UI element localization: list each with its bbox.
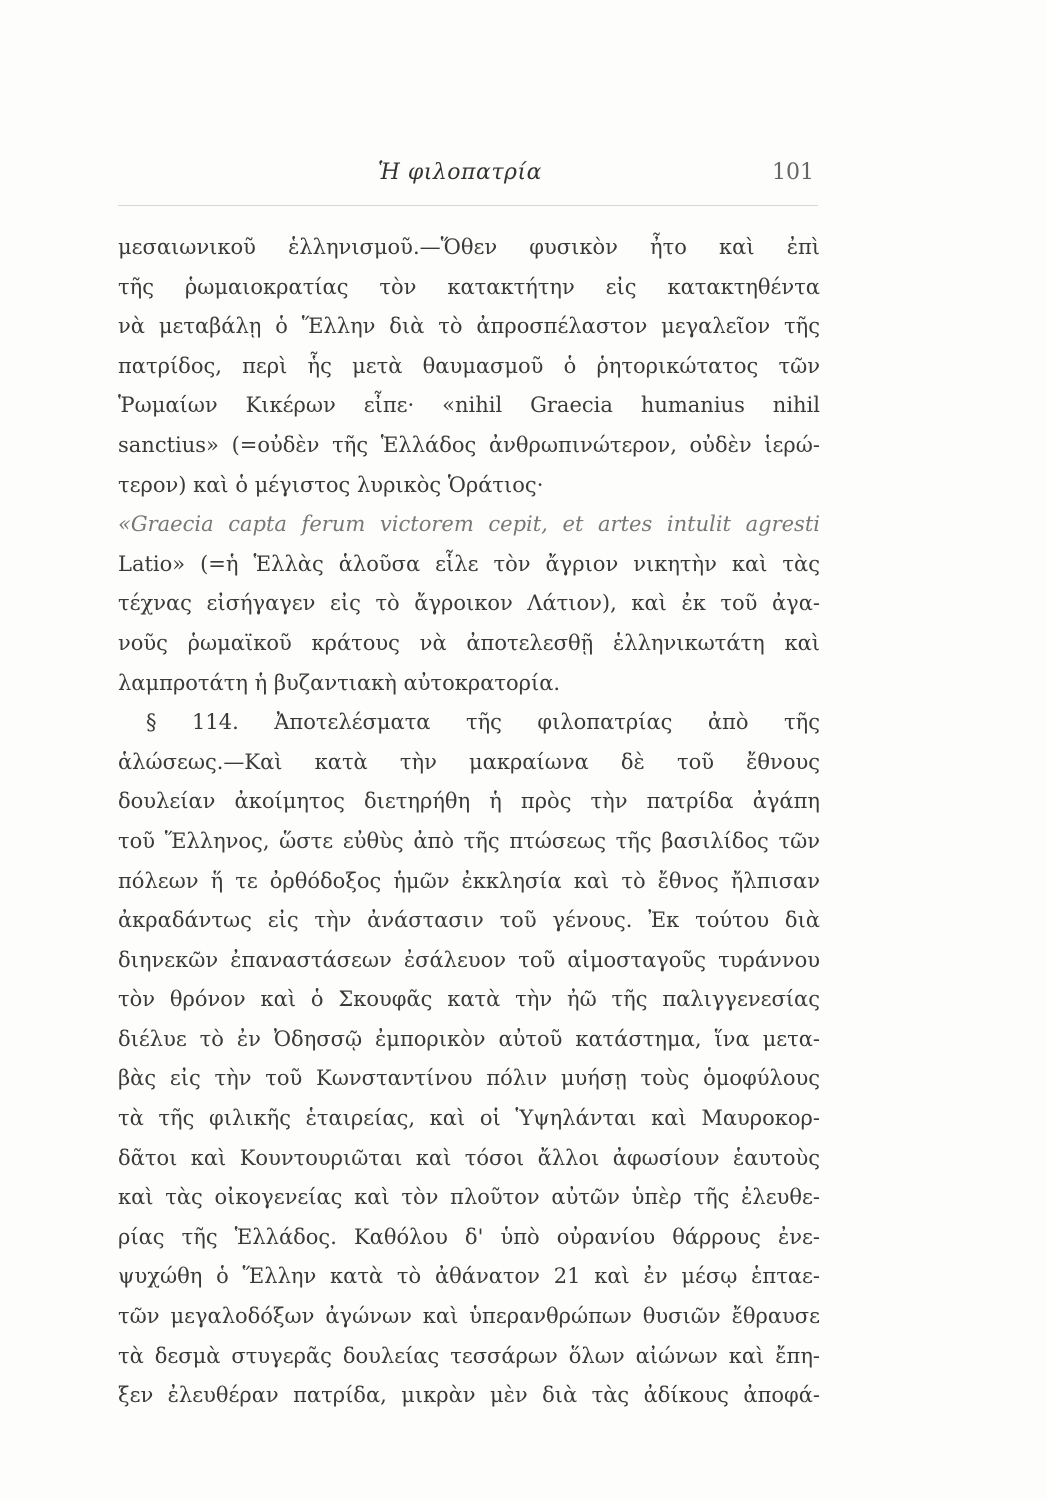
text-line: ἀκραδάντως εἰς τὴν ἀνάστασιν τοῦ γένους. Ἐκ τούτου διὰ: [118, 908, 820, 933]
text-line: ρίας τῆς Ἑλλάδος. Καθόλου δ' ὑπὸ οὐρανίου θάρρους ἐνε-: [118, 1224, 820, 1249]
text-line: Latio» (=ἡ Ἑλλὰς ἁλοῦσα εἷλε τὸν ἄγριον νικητὴν καὶ τὰς: [118, 551, 820, 576]
text-line: τὸν θρόνον καὶ ὁ Σκουφᾶς κατὰ τὴν ἠῶ τῆς παλιγγενεσίας: [118, 987, 820, 1012]
text-line: πατρίδος, περὶ ἧς μετὰ θαυμασμοῦ ὁ ῥητορικώτατος τῶν: [118, 353, 820, 378]
text-line: τὰ τῆς φιλικῆς ἑταιρείας, καὶ οἱ Ὑψηλάνται καὶ Μαυροκορ-: [118, 1106, 820, 1131]
text-line: διέλυε τὸ ἐν Ὀδησσῷ ἐμπορικὸν αὐτοῦ κατάστημα, ἵνα μετα-: [118, 1026, 820, 1051]
text-line: δᾶτοι καὶ Κουντουριῶται καὶ τόσοι ἄλλοι ἀφωσίουν ἑαυτοὺς: [118, 1145, 820, 1170]
latin-quote-line: «Graecia capta ferum victorem cepit, et artes intulit agresti: [118, 512, 820, 537]
text-line: μεσαιωνικοῦ ἑλληνισμοῦ.—Ὅθεν φυσικὸν ἦτο καὶ ἐπὶ: [118, 235, 820, 259]
text-line: διηνεκῶν ἐπαναστάσεων ἐσάλευον τοῦ αἱμοσταγοῦς τυράννου: [118, 947, 820, 972]
page-number: 101: [772, 160, 814, 185]
text-line: τοῦ Ἕλληνος, ὥστε εὐθὺς ἀπὸ τῆς πτώσεως τῆς βασιλίδος τῶν: [118, 828, 820, 853]
text-line: ψυχώθη ὁ Ἕλλην κατὰ τὸ ἀθάνατον 21 καὶ ἐν μέσῳ ἑπταε-: [118, 1264, 820, 1289]
text-line: δουλείαν ἀκοίμητος διετηρήθη ἡ πρὸς τὴν πατρίδα ἀγάπη: [118, 789, 820, 814]
text-line: τῆς ῥωμαιοκρατίας τὸν κατακτήτην εἰς κατακτηθέντα: [118, 274, 820, 299]
text-line: πόλεων ἥ τε ὀρθόδοξος ἡμῶν ἐκκλησία καὶ τὸ ἔθνος ἤλπισαν: [118, 868, 820, 893]
text-line: sanctius» (=οὐδὲν τῆς Ἑλλάδος ἀνθρωπινώτερον, οὐδὲν ἱερώ-: [118, 432, 820, 457]
text-line: ἁλώσεως.—Καὶ κατὰ τὴν μακραίωνα δὲ τοῦ ἔθνους: [118, 749, 820, 774]
running-head: [0, 160, 1047, 200]
text-line: τερον) καὶ ὁ μέγιστος λυρικὸς Ὁράτιος·: [118, 472, 544, 497]
text-line: τὰ δεσμὰ στυγερᾶς δουλείας τεσσάρων ὅλων αἰώνων καὶ ἔπη-: [118, 1343, 820, 1368]
text-line: καὶ τὰς οἰκογενείας καὶ τὸν πλοῦτον αὐτῶν ὑπὲρ τῆς ἐλευθε-: [118, 1185, 820, 1210]
section-heading-line: § 114. Ἀποτελέσματα τῆς φιλοπατρίας ἀπὸ τῆς: [146, 710, 820, 735]
text-line: λαμπροτάτη ἡ βυζαντιακὴ αὐτοκρατορία.: [118, 670, 561, 695]
body-text: [118, 228, 820, 1418]
text-line: νὰ μεταβάλῃ ὁ Ἕλλην διὰ τὸ ἀπροσπέλαστον μεγαλεῖον τῆς: [118, 314, 820, 339]
text-line: Ῥωμαίων Κικέρων εἶπε· «nihil Graecia humanius nihil: [118, 393, 820, 418]
text-line: τῶν μεγαλοδόξων ἀγώνων καὶ ὑπερανθρώπων θυσιῶν ἔθραυσε: [118, 1304, 820, 1329]
text-line: νοῦς ῥωμαϊκοῦ κράτους νὰ ἀποτελεσθῇ ἑλληνικωτάτη καὶ: [118, 630, 820, 655]
running-title: Ἡ φιλοπατρία: [378, 160, 542, 185]
text-line: βὰς εἰς τὴν τοῦ Κωνσταντίνου πόλιν μυήσῃ τοὺς ὁμοφύλους: [118, 1066, 820, 1091]
text-line: ξεν ἐλευθέραν πατρίδα, μικρὰν μὲν διὰ τὰς ἀδίκους ἀποφά-: [118, 1383, 820, 1408]
header-rule: [118, 205, 818, 206]
text-line: τέχνας εἰσήγαγεν εἰς τὸ ἄγροικον Λάτιον), καὶ ἐκ τοῦ ἀγα-: [118, 591, 820, 616]
